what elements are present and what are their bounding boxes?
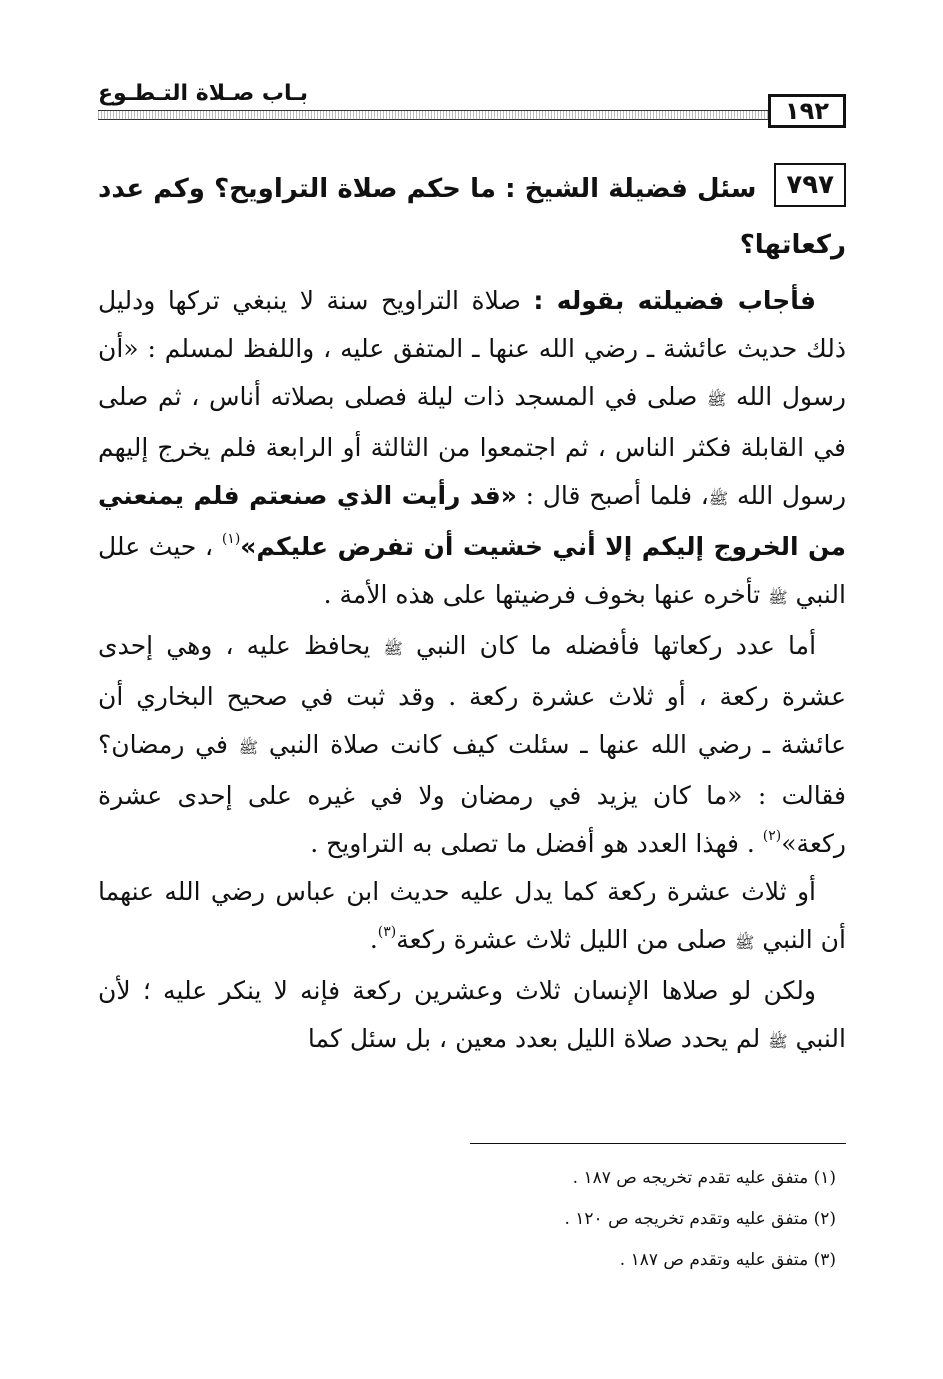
answer-p2-b: يحافظ عليه ، وهي إحدى عشرة ركعة ، أو ثلاث عشرة ركعة . وقد ثبت في صحيح البخاري أن عائشة ـ رضي الله عنها ـ سئلت كيف كانت صلاة النبي	[98, 631, 846, 759]
footnote-3: (٣) متفق عليه وتقدم ص ١٨٧ .	[619, 1250, 836, 1270]
salla-glyph: ﷺ	[238, 738, 259, 757]
footnote-1: (١) متفق عليه تقدم تخريجه ص ١٨٧ .	[572, 1168, 836, 1188]
hadith-quote: «قد رأيت الذي صنعتم فلم يمنعني من الخروج إليكم إلا أني خشيت أن تفرض عليكم»	[98, 481, 846, 561]
answer-p1-e: تأخره عنها بخوف فرضيتها على هذه الأمة .	[323, 580, 761, 609]
footnote-divider	[470, 1143, 846, 1144]
answer-lead: فأجاب فضيلته بقوله :	[533, 286, 816, 315]
answer-p4-a: ولكن لو صلاها الإنسان ثلاث وعشرين ركعة فإنه لا ينكر عليه ؛ لأن النبي	[98, 976, 846, 1053]
answer-p1-b: صلى في المسجد ذات ليلة فصلى بصلاته أناس ، ثم صلى في القابلة فكثر الناس ، ثم اجتمعوا من الثالثة أو الرابعة فلم يخرج إليهم رسول الله	[98, 382, 847, 510]
answer-paragraph-4	[98, 967, 846, 1066]
page-number: ١٩٢	[768, 94, 846, 128]
answer-p4-b: لم يحدد صلاة الليل بعدد معين ، بل سئل كما	[307, 1024, 761, 1053]
footnote-ref-3[interactable]: (٣)	[377, 924, 397, 940]
salla-glyph: ﷺ	[708, 489, 729, 508]
header-rule	[98, 110, 768, 120]
answer-p2-c: في رمضان؟ فقالت : «ما كان يزيد في رمضان ولا في غيره على إحدى عشرة ركعة»	[98, 730, 846, 858]
answer-p1-d: ، حيث علل النبي	[98, 532, 846, 609]
running-header	[98, 78, 846, 130]
answer-paragraph-3	[98, 868, 846, 967]
question-text: سئل فضيلة الشيخ : ما حكم صلاة التراويح؟ وكم عدد ركعاتها؟	[98, 174, 846, 260]
main-text	[98, 161, 846, 1066]
answer-p1-c: ، فلما أصبح قال :	[525, 481, 709, 510]
footnote-ref-1[interactable]: (١)	[221, 531, 241, 547]
answer-p2-a: أما عدد ركعاتها فأفضله ما كان النبي	[416, 631, 817, 660]
answer-p3-b: صلى من الليل ثلاث عشرة ركعة	[396, 925, 728, 954]
question-number: ٧٩٧	[774, 163, 846, 207]
footnotes	[98, 1158, 846, 1281]
answer-p3-c: .	[369, 925, 378, 954]
salla-glyph: ﷺ	[383, 639, 403, 658]
salla-glyph: ﷺ	[768, 1032, 788, 1051]
answer-paragraph-2	[98, 622, 846, 868]
salla-glyph: ﷺ	[707, 390, 727, 409]
question-block	[98, 161, 846, 273]
chapter-title: بـاب صـلاة التـطـوع	[98, 81, 309, 106]
salla-glyph: ﷺ	[734, 933, 755, 952]
footnote-2: (٢) متفق عليه وتقدم تخريجه ص ١٢٠ .	[564, 1209, 836, 1229]
answer-p2-d: . فهذا العدد هو أفضل ما تصلى به التراويح .	[310, 829, 755, 858]
answer-paragraph-1	[98, 277, 846, 622]
footnote-ref-2[interactable]: (٢)	[762, 828, 782, 844]
answer-p1-a: صلاة التراويح سنة لا ينبغي تركها ودليل ذلك حديث عائشة ـ رضي الله عنها ـ المتفق عليه ، واللفظ لمسلم : «أن رسول الله	[98, 286, 846, 411]
answer-p3-a: أو ثلاث عشرة ركعة كما يدل عليه حديث ابن عباس رضي الله عنهما أن النبي	[98, 877, 846, 954]
salla-glyph: ﷺ	[768, 588, 788, 607]
